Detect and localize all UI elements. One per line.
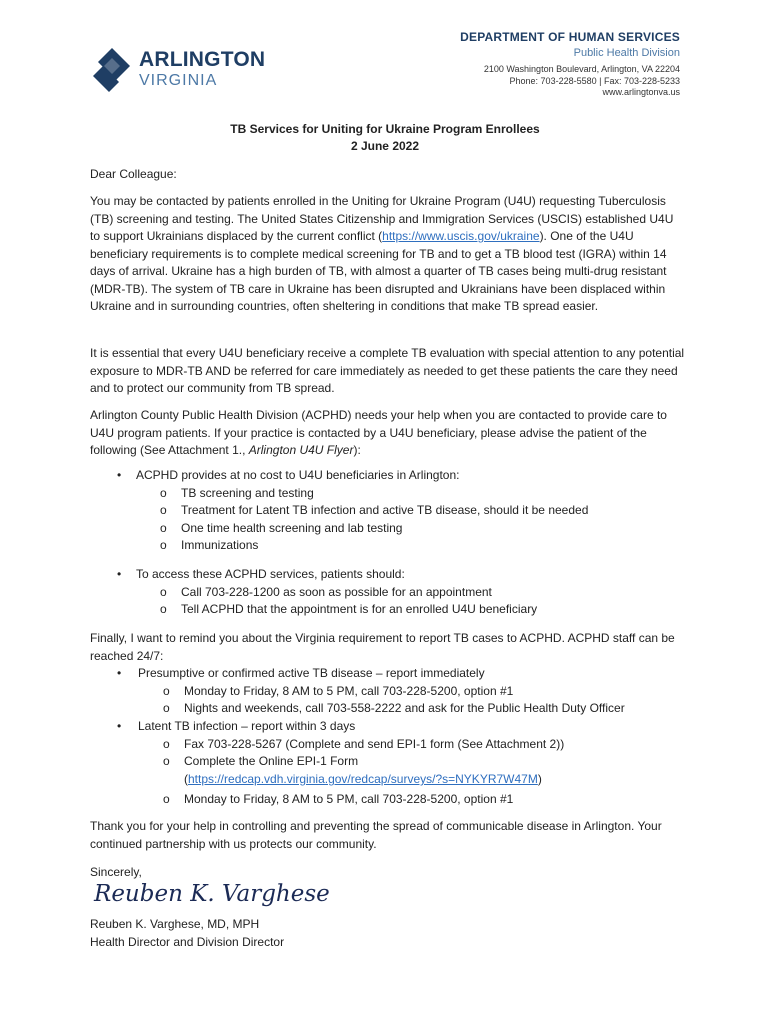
- logo-name: ARLINGTON: [139, 48, 266, 71]
- flyer-title: Arlington U4U Flyer: [248, 443, 354, 457]
- list-item: Monday to Friday, 8 AM to 5 PM, call 703-228-5200, option #1: [184, 792, 514, 806]
- bullet-icon: •: [117, 666, 122, 680]
- bullet-icon: •: [117, 567, 122, 581]
- arlington-logo-icon: [90, 46, 136, 92]
- sub-bullet-icon: o: [163, 754, 170, 768]
- uscis-link[interactable]: https://www.uscis.gov/ukraine: [382, 229, 540, 243]
- list-item: Nights and weekends, call 703-558-2222 and ask for the Public Health Duty Officer: [184, 701, 625, 715]
- paragraph-reporting: Finally, I want to remind you about the Virginia requirement to report TB cases to ACPHD. ACPHD staff can be reached 24/7:: [90, 631, 675, 663]
- sub-bullet-icon: o: [160, 602, 167, 616]
- list-item: Presumptive or confirmed active TB disease – report immediately: [138, 666, 485, 680]
- sub-bullet-icon: o: [160, 585, 167, 599]
- sub-bullet-icon: o: [163, 737, 170, 751]
- list-item: Fax 703-228-5267 (Complete and send EPI-1 form (See Attachment 2)): [184, 737, 565, 751]
- list-item: Latent TB infection – report within 3 days: [138, 719, 356, 733]
- paren-close: ): [537, 772, 542, 786]
- sub-bullet-icon: o: [160, 538, 167, 552]
- epi-form-link[interactable]: https://redcap.vdh.virginia.gov/redcap/surveys/?s=NYKYR7W47M: [188, 772, 538, 786]
- list-item: To access these ACPHD services, patients should:: [136, 567, 405, 581]
- logo-state: VIRGINIA: [139, 72, 218, 89]
- paragraph-essential: It is essential that every U4U beneficiary receive a complete TB evaluation with special attention to any potential exposure to MDR-TB AND be referred for care immediately as needed to get these patients the care they need and to protect our community from TB spread.: [90, 346, 685, 395]
- list-item: ACPHD provides at no cost to U4U beneficiaries in Arlington:: [136, 468, 460, 482]
- signer-name: Reuben K. Varghese, MD, MPH: [90, 917, 260, 931]
- department-block: [460, 30, 680, 59]
- list-item: Complete the Online EPI-1 Form: [184, 754, 359, 768]
- list-item: Treatment for Latent TB infection and active TB disease, should it be needed: [181, 503, 589, 517]
- arlington-logo: [90, 46, 290, 94]
- signature-text: Reuben K. Varghese: [94, 881, 330, 907]
- list-item: Call 703-228-1200 as soon as possible for an appointment: [181, 585, 492, 599]
- division-name: Public Health Division: [573, 47, 680, 59]
- sub-bullet-icon: o: [160, 521, 167, 535]
- address: 2100 Washington Boulevard, Arlington, VA 22204: [483, 64, 680, 74]
- website: www.arlingtonva.us: [602, 87, 680, 97]
- list-item: TB screening and testing: [181, 486, 314, 500]
- list-item: One time health screening and lab testing: [181, 521, 403, 535]
- department-name: DEPARTMENT OF HUMAN SERVICES: [460, 30, 680, 44]
- signer-title: Health Director and Division Director: [90, 935, 285, 949]
- paragraph-thanks: Thank you for your help in controlling and preventing the spread of communicable disease in Arlington. Your continued partnership with us protects our community.: [90, 819, 662, 851]
- list-item-link-line: [184, 772, 542, 786]
- paragraph-request: [90, 407, 690, 460]
- para3-end: ):: [353, 443, 361, 457]
- list-item: Tell ACPHD that the appointment is for an enrolled U4U beneficiary: [181, 602, 538, 616]
- paren-open: (: [184, 772, 188, 786]
- sub-bullet-icon: o: [163, 684, 170, 698]
- bullet-icon: •: [117, 719, 122, 733]
- para1-text-b: ). One of the U4U beneficiary requirements is to complete medical screening for TB and to get a TB blood test (IGRA) within 14 days of arrival. Ukraine has a high burden of TB, with almost a quarter of TB cases being multi-drug resistant (MDR-TB). The system of TB care in Ukraine has been disrupted and Ukrainians have been displaced within Ukraine and in surrounding countries, often sheltering in conditions that make TB spread easier.: [90, 229, 667, 313]
- closing: Sincerely,: [90, 865, 142, 879]
- sub-bullet-icon: o: [160, 503, 167, 517]
- list-item: Monday to Friday, 8 AM to 5 PM, call 703-228-5200, option #1: [184, 684, 514, 698]
- letter-date: 2 June 2022: [350, 139, 420, 153]
- sub-bullet-icon: o: [163, 701, 170, 715]
- greeting: Dear Colleague:: [90, 167, 177, 181]
- letter-title: TB Services for Uniting for Ukraine Program Enrollees: [230, 122, 540, 136]
- sub-bullet-icon: o: [163, 792, 170, 806]
- para3-text: Arlington County Public Health Division (ACPHD) needs your help when you are contacted to provide care to U4U program patients. If your practice is contacted by a U4U beneficiary, please advise the patient of the following (See Attachment 1.,: [90, 408, 667, 457]
- phone-fax: Phone: 703-228-5580 | Fax: 703-228-5233: [509, 75, 680, 86]
- paragraph-intro: [90, 193, 680, 316]
- bullet-icon: •: [117, 468, 122, 482]
- department-contact: [484, 64, 680, 99]
- list-item: Immunizations: [181, 538, 259, 552]
- para1-text-a: You may be contacted by patients enrolled in the Uniting for Ukraine Program (U4U) requesting Tuberculosis (TB) screening and testing. The United States Citizenship and Immigration Services (USCIS) established U4U to support Ukrainians displaced by the current conflict (: [90, 194, 674, 243]
- signature-image: [92, 873, 330, 913]
- sub-bullet-icon: o: [160, 486, 167, 500]
